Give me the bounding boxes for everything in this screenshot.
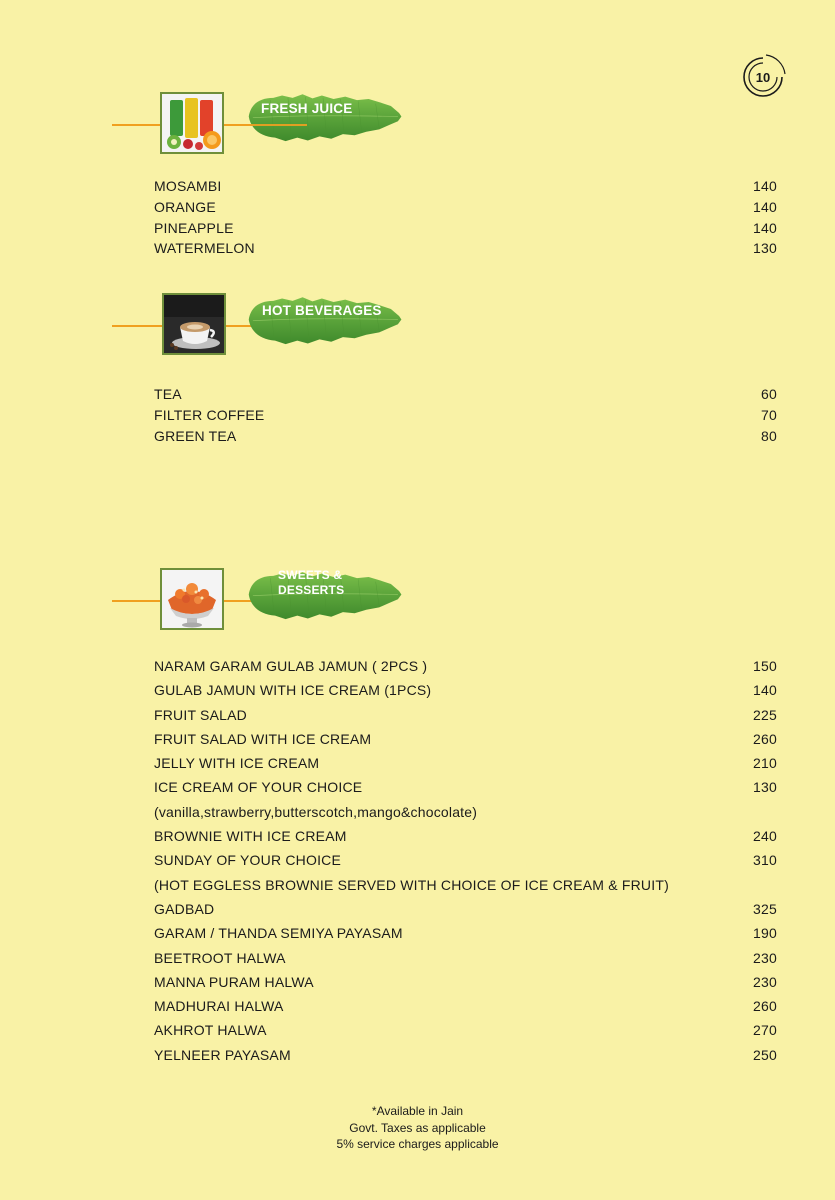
section-header-fresh-juice	[112, 92, 412, 162]
menu-item	[154, 703, 777, 727]
item-price: 140	[753, 198, 777, 215]
item-price: 310	[753, 852, 777, 869]
dessert-bowl-icon	[160, 568, 224, 630]
item-name: FRUIT SALAD	[154, 706, 247, 723]
item-name: GADBAD	[154, 900, 215, 917]
item-name: BEETROOT HALWA	[154, 949, 286, 966]
item-name: MADHURAI HALWA	[154, 998, 284, 1015]
menu-item	[154, 946, 777, 970]
item-price: 210	[753, 755, 777, 772]
item-name: GULAB JAMUN WITH ICE CREAM (1PCS)	[154, 682, 432, 699]
menu-item	[154, 921, 777, 945]
item-price: 230	[753, 973, 777, 990]
item-name: TEA	[154, 386, 182, 402]
item-price: 190	[753, 925, 777, 942]
item-price: 225	[753, 706, 777, 723]
menu-item-note	[154, 800, 777, 824]
item-price: 260	[753, 998, 777, 1015]
menu-item	[154, 426, 777, 447]
item-price: 80	[761, 427, 777, 444]
item-name: SUNDAY OF YOUR CHOICE	[154, 852, 342, 869]
menu-item	[154, 848, 777, 872]
menu-item	[154, 405, 777, 426]
menu-item	[154, 218, 777, 239]
item-name: MANNA PURAM HALWA	[154, 973, 314, 990]
item-name: JELLY WITH ICE CREAM	[154, 755, 320, 772]
menu-item-note	[154, 873, 777, 897]
item-name: GREEN TEA	[154, 427, 237, 444]
section-title-hot-beverages: HOT BEVERAGES	[262, 303, 382, 318]
item-note: (vanilla,strawberry,butterscotch,mango&chocolate)	[154, 803, 478, 820]
menu-item	[154, 727, 777, 751]
item-price: 325	[753, 900, 777, 917]
section-title-sweets-desserts-line2: DESSERTS	[278, 583, 345, 597]
item-name: BROWNIE WITH ICE CREAM	[154, 828, 347, 845]
menu-item	[154, 197, 777, 218]
leaf-banner-icon	[247, 82, 402, 154]
leaf-banner-icon	[247, 285, 402, 357]
menu-item	[154, 678, 777, 702]
footer-jain-note: *Available in Jain	[371, 1104, 464, 1118]
menu-item	[154, 751, 777, 775]
item-note: (HOT EGGLESS BROWNIE SERVED WITH CHOICE OF ICE CREAM & FRUIT)	[154, 876, 669, 893]
menu-list-sweets-desserts	[154, 654, 777, 1067]
item-name: MOSAMBI	[154, 178, 222, 194]
footer-notes	[0, 1103, 835, 1153]
item-price: 150	[753, 658, 777, 674]
menu-list-hot-beverages	[154, 384, 777, 446]
item-price: 70	[761, 406, 777, 423]
footer-tax-note: Govt. Taxes as applicable	[349, 1120, 486, 1135]
item-price: 140	[753, 682, 777, 699]
menu-item	[154, 176, 777, 197]
item-name: WATERMELON	[154, 240, 255, 257]
menu-item	[154, 897, 777, 921]
menu-item	[154, 970, 777, 994]
item-price: 260	[753, 730, 777, 747]
coffee-cup-icon	[162, 293, 226, 355]
item-price: 60	[761, 386, 777, 402]
page-number: 10	[755, 69, 771, 85]
item-name: PINEAPPLE	[154, 219, 234, 236]
menu-list-fresh-juice	[154, 176, 777, 259]
item-name: YELNEER PAYASAM	[154, 1046, 291, 1063]
item-price: 130	[753, 240, 777, 257]
item-name: FILTER COFFEE	[154, 406, 265, 423]
item-name: NARAM GARAM GULAB JAMUN ( 2PCS )	[154, 658, 428, 674]
item-name: ICE CREAM OF YOUR CHOICE	[154, 779, 363, 796]
footer-service-note: 5% service charges applicable	[336, 1137, 499, 1151]
juice-glasses-icon	[160, 92, 224, 154]
menu-item	[154, 775, 777, 799]
page-number-badge	[740, 54, 786, 100]
menu-item	[154, 824, 777, 848]
section-header-hot-beverages	[112, 293, 412, 363]
item-name: AKHROT HALWA	[154, 1022, 267, 1039]
header-accent-line-overlay	[247, 124, 307, 126]
item-price: 270	[753, 1022, 777, 1039]
menu-item	[154, 654, 777, 678]
menu-item	[154, 1018, 777, 1042]
section-header-sweets-desserts	[112, 568, 412, 638]
menu-item	[154, 384, 777, 405]
item-price: 230	[753, 949, 777, 966]
item-price: 240	[753, 828, 777, 845]
section-title-sweets-desserts-line1: SWEETS &	[278, 568, 343, 582]
menu-item	[154, 238, 777, 259]
item-price: 140	[753, 219, 777, 236]
item-name: FRUIT SALAD WITH ICE CREAM	[154, 730, 372, 747]
item-name: ORANGE	[154, 198, 216, 215]
section-title-fresh-juice: FRESH JUICE	[261, 101, 353, 116]
item-price: 250	[753, 1046, 777, 1063]
menu-item	[154, 1043, 777, 1067]
item-name: GARAM / THANDA SEMIYA PAYASAM	[154, 925, 403, 942]
menu-item	[154, 994, 777, 1018]
item-price: 140	[753, 178, 777, 194]
item-price: 130	[753, 779, 777, 796]
